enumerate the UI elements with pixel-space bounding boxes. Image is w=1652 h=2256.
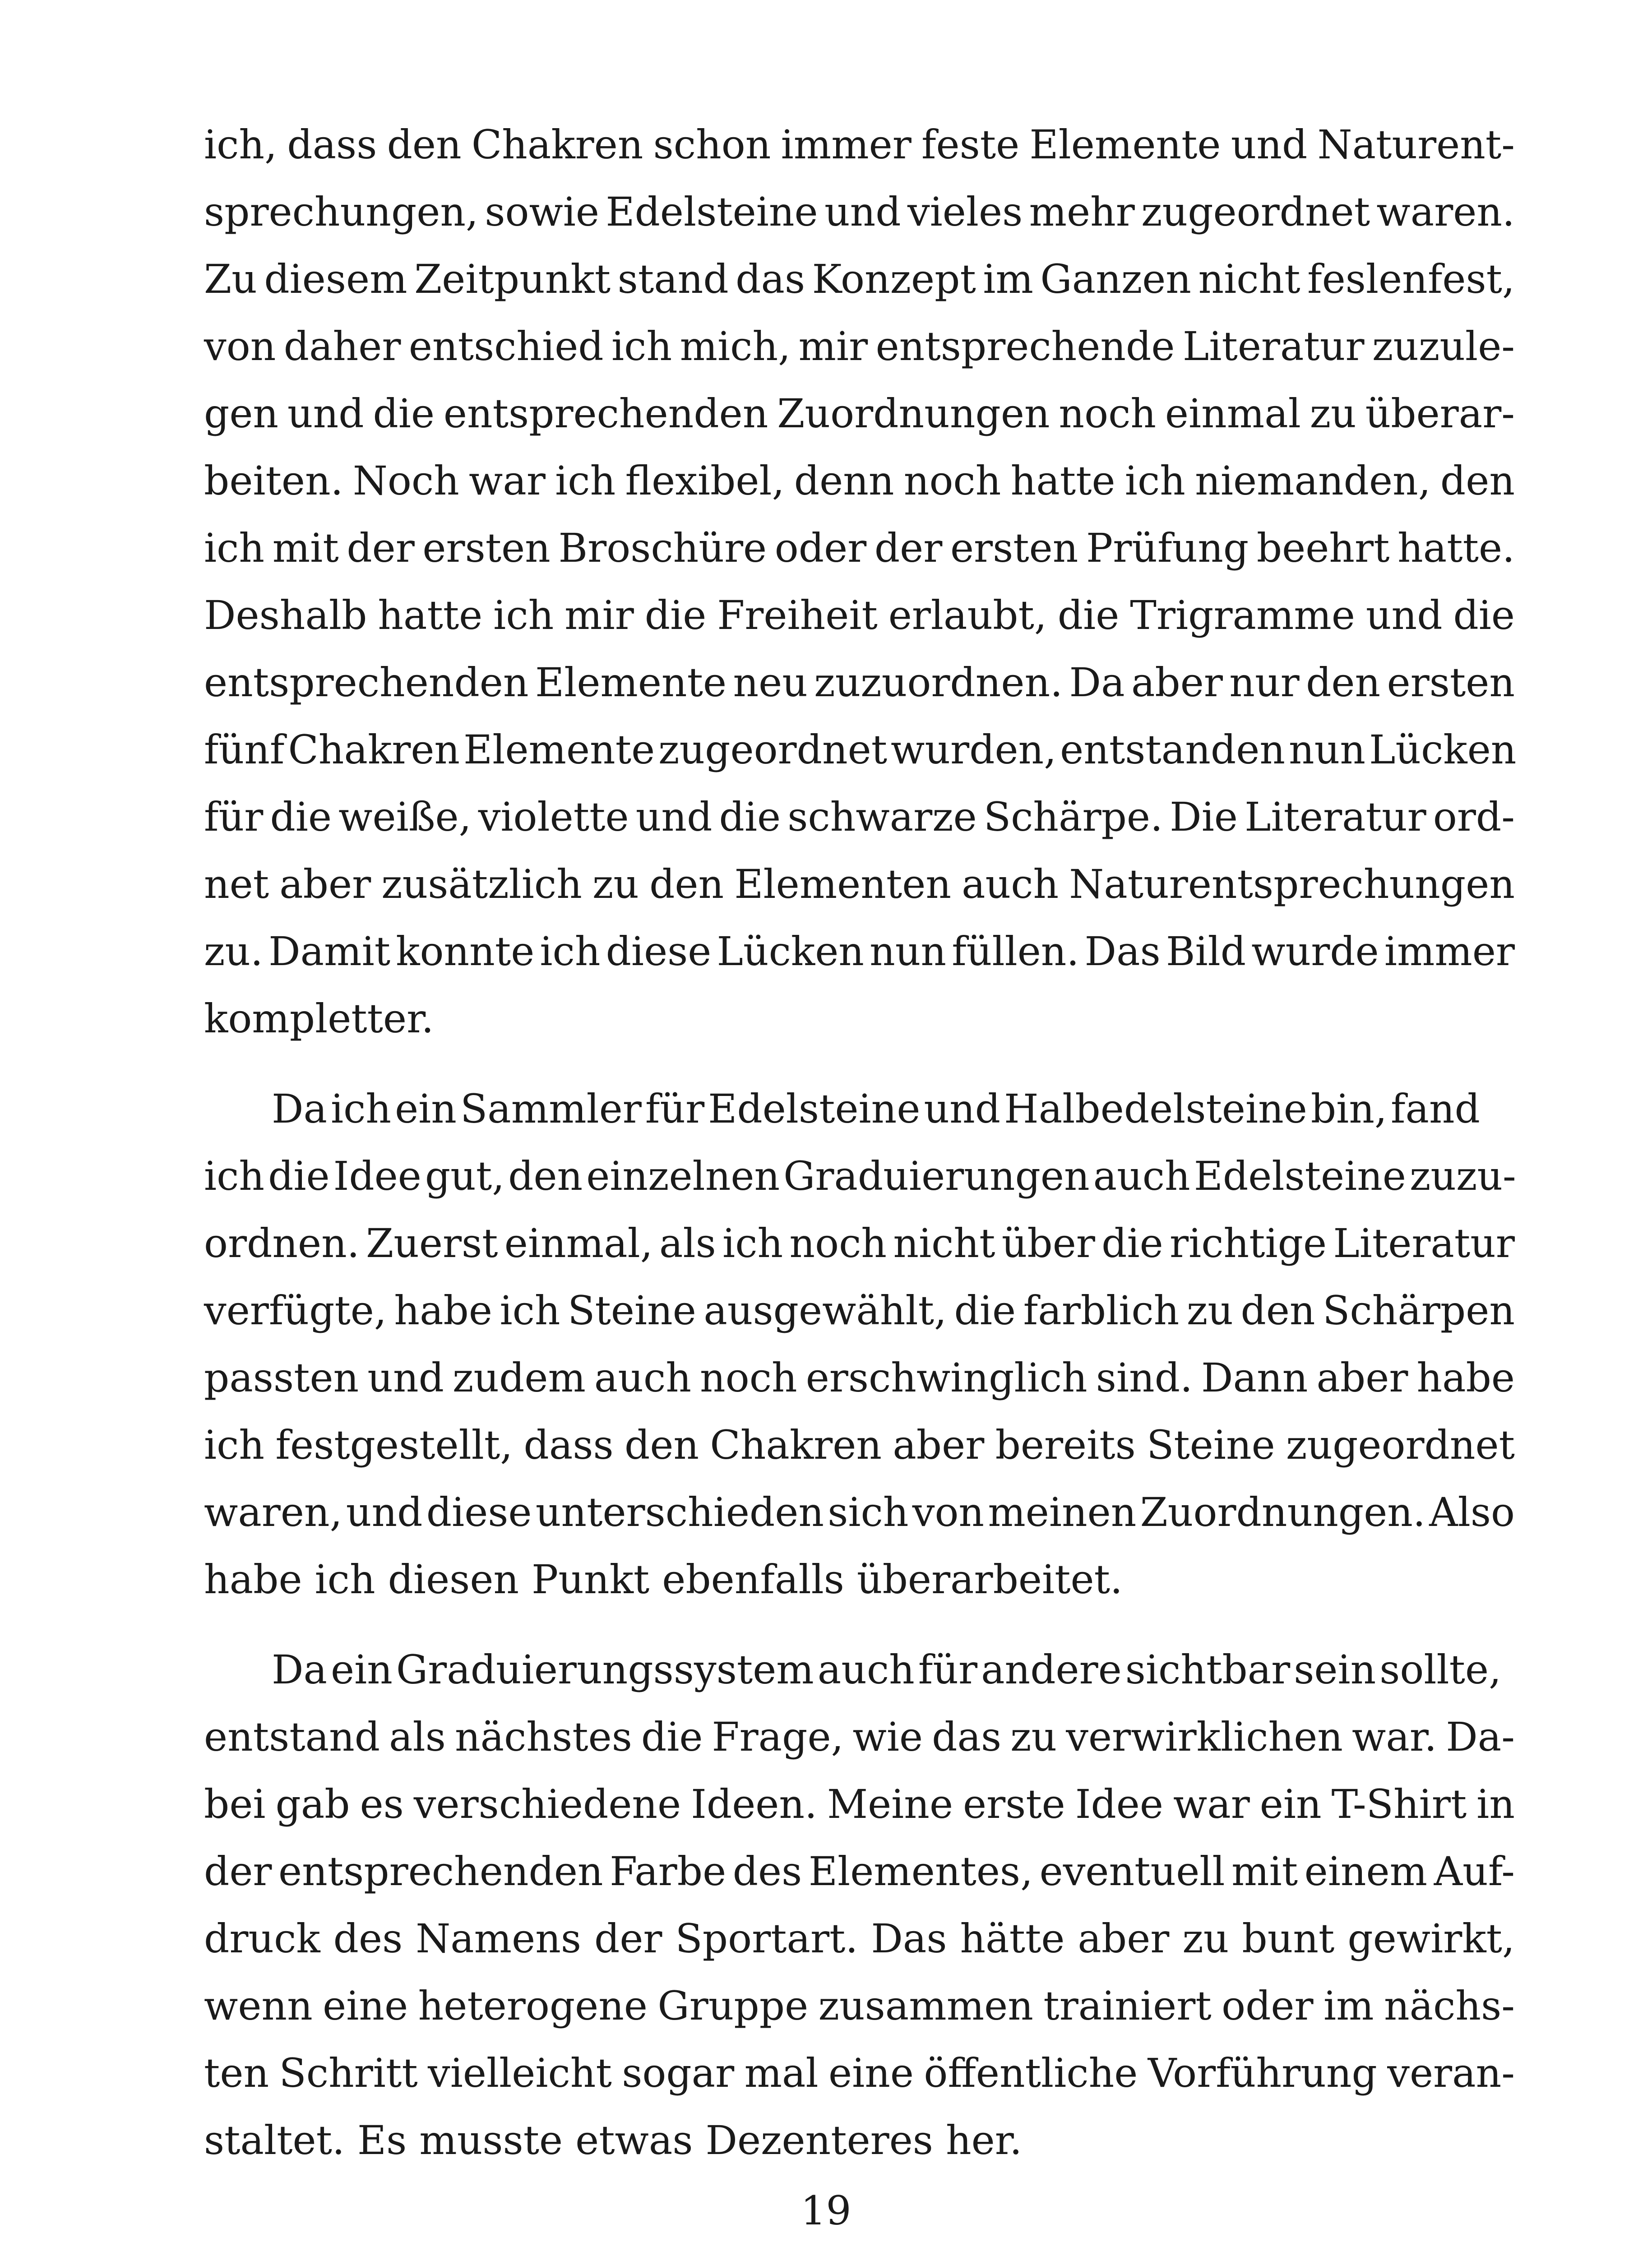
- text-line: staltet. Es musste etwas Dezenteres her.: [204, 2117, 1023, 2164]
- text-line: entstand als nächstes die Frage, wie das zu verwirklichen war. Da-: [204, 1714, 1515, 1760]
- text-line: von daher entschied ich mich, mir entsprechende Literatur zuzule-: [204, 323, 1515, 370]
- text-line: beiten. Noch war ich flexibel, denn noch hatte ich niemanden, den: [204, 458, 1515, 504]
- text-line: net aber zusätzlich zu den Elementen auch Naturentsprechungen: [204, 861, 1515, 907]
- paragraph-2: [204, 1075, 1515, 1613]
- text-line: entsprechenden Elemente neu zuzuordnen. Da aber nur den ersten: [204, 659, 1515, 706]
- text-line: ich festgestellt, dass den Chakren aber bereits Steine zugeordnet: [204, 1422, 1515, 1468]
- text-line: wenn eine heterogene Gruppe zusammen trainiert oder im nächs-: [204, 1983, 1515, 2029]
- text-line: Da ein Graduierungssystem auch für andere sichtbar sein sollte,: [272, 1646, 1502, 1693]
- text-line: verfügte, habe ich Steine ausgewählt, die farblich zu den Schärpen: [204, 1287, 1515, 1334]
- text-line: ich, dass den Chakren schon immer feste Elemente und Naturent-: [204, 121, 1515, 168]
- text-line: bei gab es verschiedene Ideen. Meine erste Idee war ein T-Shirt in: [204, 1781, 1515, 1827]
- text-line: kompletter.: [204, 995, 434, 1042]
- text-line: ordnen. Zuerst einmal, als ich noch nicht über die richtige Literatur: [204, 1220, 1515, 1267]
- text-line: sprechungen, sowie Edelsteine und vieles mehr zugeordnet waren.: [204, 189, 1515, 235]
- text-line: Deshalb hatte ich mir die Freiheit erlaubt, die Trigramme und die: [204, 592, 1515, 638]
- text-line: habe ich diesen Punkt ebenfalls überarbeitet.: [204, 1556, 1123, 1603]
- text-line: waren, und diese unterschieden sich von meinen Zuordnungen. Also: [204, 1489, 1515, 1535]
- text-line: passten und zudem auch noch erschwinglich sind. Dann aber habe: [204, 1355, 1515, 1401]
- text-line: ich die Idee gut, den einzelnen Graduierungen auch Edelsteine zuzu-: [204, 1153, 1516, 1199]
- page-number: 19: [801, 2187, 851, 2234]
- paragraph-1: [204, 111, 1515, 1052]
- text-line: für die weiße, violette und die schwarze Schärpe. Die Literatur ord-: [204, 794, 1515, 840]
- text-line: Da ich ein Sammler für Edelsteine und Halbedelsteine bin, fand: [272, 1086, 1480, 1132]
- body-text: [204, 111, 1515, 2174]
- text-line: ich mit der ersten Broschüre oder der ersten Prüfung beehrt hatte.: [204, 525, 1515, 571]
- text-line: ten Schritt vielleicht sogar mal eine öffentliche Vorführung veran-: [204, 2050, 1515, 2096]
- text-line: druck des Namens der Sportart. Das hätte aber zu bunt gewirkt,: [204, 1915, 1515, 1962]
- text-line: der entsprechenden Farbe des Elementes, eventuell mit einem Auf-: [204, 1848, 1515, 1895]
- text-line: zu. Damit konnte ich diese Lücken nun füllen. Das Bild wurde immer: [204, 928, 1515, 975]
- text-line: Zu diesem Zeitpunkt stand das Konzept im Ganzen nicht feslenfest,: [204, 256, 1515, 302]
- text-line: fünf Chakren Elemente zugeordnet wurden, entstanden nun Lücken: [204, 726, 1517, 773]
- text-line: gen und die entsprechenden Zuordnungen noch einmal zu überar-: [204, 390, 1515, 437]
- paragraph-3: [204, 1636, 1515, 2174]
